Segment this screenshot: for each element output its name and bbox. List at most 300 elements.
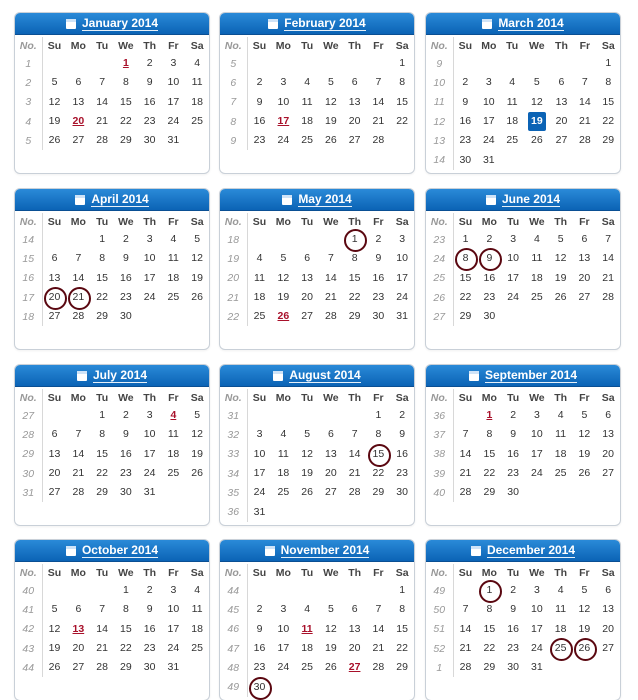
day-cell[interactable]	[66, 639, 90, 658]
day-cell[interactable]	[161, 288, 185, 307]
day-cell[interactable]	[549, 269, 573, 288]
day-cell[interactable]	[477, 269, 501, 288]
day-cell[interactable]	[453, 483, 477, 502]
day-number[interactable]: 10	[482, 95, 495, 108]
day-cell[interactable]	[271, 112, 295, 131]
day-cell[interactable]	[138, 131, 162, 150]
holiday-day[interactable]: 4	[170, 409, 177, 422]
month-title[interactable]: May 2014	[298, 191, 352, 206]
day-cell[interactable]	[185, 639, 209, 658]
day-number[interactable]: 31	[531, 661, 543, 674]
day-number[interactable]: 1	[122, 584, 129, 597]
day-number[interactable]: 24	[143, 467, 156, 480]
day-cell[interactable]	[390, 54, 414, 73]
day-cell[interactable]	[366, 288, 390, 307]
day-cell[interactable]	[42, 464, 66, 483]
day-cell[interactable]	[596, 425, 620, 444]
day-number[interactable]: 22	[396, 115, 408, 128]
day-number[interactable]: 1	[462, 233, 469, 246]
holiday-day[interactable]: 13	[72, 622, 85, 635]
day-cell[interactable]	[247, 620, 271, 639]
day-cell[interactable]	[114, 269, 138, 288]
holiday-day[interactable]: 27	[348, 661, 361, 674]
day-cell[interactable]	[366, 307, 390, 326]
day-cell[interactable]	[66, 73, 90, 92]
day-number[interactable]: 26	[48, 661, 61, 674]
day-cell[interactable]	[295, 73, 319, 92]
day-cell[interactable]	[90, 249, 114, 268]
day-cell[interactable]	[247, 445, 271, 464]
day-number[interactable]: 13	[48, 271, 61, 284]
day-number[interactable]: 18	[554, 622, 567, 635]
day-cell[interactable]	[138, 54, 162, 73]
day-number[interactable]: 4	[304, 76, 311, 89]
day-number[interactable]: 25	[506, 134, 519, 147]
day-cell[interactable]	[114, 249, 138, 268]
day-cell[interactable]	[390, 249, 414, 268]
day-number[interactable]: 12	[325, 95, 337, 108]
day-cell[interactable]	[390, 406, 414, 425]
day-number[interactable]: 19	[48, 115, 61, 128]
day-cell[interactable]	[501, 230, 525, 249]
day-cell[interactable]	[161, 112, 185, 131]
day-number[interactable]: 7	[462, 603, 469, 616]
day-cell[interactable]	[525, 600, 549, 619]
day-cell[interactable]	[572, 406, 596, 425]
circled-day[interactable]: 30	[251, 680, 267, 695]
day-number[interactable]: 9	[510, 603, 517, 616]
day-cell[interactable]	[185, 600, 209, 619]
day-number[interactable]: 28	[325, 310, 337, 323]
day-number[interactable]: 26	[578, 467, 591, 480]
day-number[interactable]: 14	[325, 271, 337, 284]
day-cell[interactable]	[114, 54, 138, 73]
day-cell[interactable]	[319, 131, 343, 150]
day-cell[interactable]	[161, 639, 185, 658]
day-cell[interactable]	[66, 600, 90, 619]
day-number[interactable]: 1	[99, 233, 106, 246]
day-number[interactable]: 20	[72, 642, 85, 655]
day-number[interactable]: 21	[372, 115, 385, 128]
day-cell[interactable]	[185, 620, 209, 639]
day-number[interactable]: 30	[396, 486, 408, 499]
day-cell[interactable]	[138, 425, 162, 444]
month-title[interactable]: August 2014	[289, 367, 361, 382]
day-cell[interactable]	[477, 620, 501, 639]
day-cell[interactable]	[477, 150, 500, 169]
day-number[interactable]: 24	[482, 134, 495, 147]
day-cell[interactable]	[161, 230, 185, 249]
day-cell[interactable]	[295, 658, 319, 677]
day-number[interactable]: 21	[459, 642, 472, 655]
day-cell[interactable]	[501, 73, 524, 92]
day-cell[interactable]	[90, 445, 114, 464]
day-number[interactable]: 21	[602, 271, 614, 284]
day-number[interactable]: 17	[167, 95, 180, 108]
day-number[interactable]: 25	[531, 291, 543, 304]
day-number[interactable]: 21	[372, 642, 385, 655]
day-cell[interactable]	[549, 445, 573, 464]
day-cell[interactable]	[597, 93, 620, 112]
day-cell[interactable]	[271, 269, 295, 288]
day-number[interactable]: 17	[531, 447, 543, 460]
day-cell[interactable]	[572, 230, 596, 249]
day-number[interactable]: 14	[372, 95, 385, 108]
day-cell[interactable]	[138, 230, 162, 249]
day-cell[interactable]	[295, 620, 319, 639]
day-cell[interactable]	[525, 445, 549, 464]
holiday-day[interactable]: 17	[277, 115, 290, 128]
day-cell[interactable]	[572, 600, 596, 619]
day-number[interactable]: 8	[99, 428, 106, 441]
day-cell[interactable]	[247, 131, 271, 150]
day-number[interactable]: 6	[75, 76, 82, 89]
day-cell[interactable]	[525, 249, 549, 268]
day-number[interactable]: 15	[96, 271, 108, 284]
day-cell[interactable]	[114, 425, 138, 444]
day-number[interactable]: 30	[143, 134, 156, 147]
day-cell[interactable]	[453, 464, 477, 483]
day-cell[interactable]	[114, 483, 138, 502]
day-number[interactable]: 28	[72, 310, 85, 323]
day-cell[interactable]	[524, 112, 550, 131]
day-number[interactable]: 28	[459, 486, 472, 499]
day-number[interactable]: 23	[143, 115, 156, 128]
day-cell[interactable]	[185, 230, 209, 249]
day-number[interactable]: 2	[146, 57, 153, 70]
day-cell[interactable]	[271, 93, 295, 112]
day-cell[interactable]	[453, 249, 477, 268]
day-number[interactable]: 3	[533, 584, 540, 597]
day-cell[interactable]	[138, 639, 162, 658]
day-number[interactable]: 6	[75, 603, 82, 616]
day-number[interactable]: 8	[99, 252, 106, 265]
day-number[interactable]: 24	[277, 134, 290, 147]
day-number[interactable]: 25	[301, 134, 313, 147]
day-cell[interactable]	[319, 600, 343, 619]
day-cell[interactable]	[550, 112, 573, 131]
day-cell[interactable]	[572, 425, 596, 444]
day-number[interactable]: 9	[146, 76, 153, 89]
day-number[interactable]: 21	[96, 642, 108, 655]
day-cell[interactable]	[247, 73, 271, 92]
day-cell[interactable]	[319, 269, 343, 288]
day-number[interactable]: 11	[531, 252, 543, 265]
day-cell[interactable]	[596, 600, 620, 619]
day-number[interactable]: 1	[99, 409, 106, 422]
day-cell[interactable]	[343, 600, 367, 619]
day-number[interactable]: 2	[122, 233, 129, 246]
day-cell[interactable]	[114, 581, 138, 600]
day-cell[interactable]	[390, 620, 414, 639]
day-cell[interactable]	[596, 230, 620, 249]
day-cell[interactable]	[550, 131, 573, 150]
day-number[interactable]: 15	[602, 95, 615, 108]
day-number[interactable]: 12	[48, 95, 61, 108]
day-number[interactable]: 17	[253, 467, 266, 480]
day-cell[interactable]	[524, 93, 550, 112]
day-cell[interactable]	[477, 445, 501, 464]
day-number[interactable]: 13	[348, 95, 361, 108]
day-number[interactable]: 8	[486, 603, 493, 616]
day-cell[interactable]	[90, 406, 114, 425]
day-number[interactable]: 18	[167, 447, 180, 460]
day-cell[interactable]	[525, 620, 549, 639]
day-number[interactable]: 11	[555, 603, 567, 616]
day-cell[interactable]	[549, 230, 573, 249]
day-number[interactable]: 29	[483, 486, 496, 499]
day-cell[interactable]	[597, 73, 620, 92]
day-number[interactable]: 14	[96, 622, 108, 635]
day-cell[interactable]	[572, 464, 596, 483]
day-number[interactable]: 28	[602, 291, 614, 304]
day-cell[interactable]	[114, 307, 138, 326]
day-cell[interactable]	[453, 131, 477, 150]
day-cell[interactable]	[390, 288, 414, 307]
day-number[interactable]: 3	[280, 603, 287, 616]
day-number[interactable]: 3	[280, 76, 287, 89]
day-number[interactable]: 4	[304, 603, 311, 616]
day-number[interactable]: 10	[167, 603, 180, 616]
day-cell[interactable]	[42, 307, 66, 326]
day-cell[interactable]	[453, 658, 477, 677]
day-cell[interactable]	[390, 658, 414, 677]
day-number[interactable]: 27	[325, 486, 337, 499]
day-number[interactable]: 2	[510, 584, 517, 597]
day-number[interactable]: 20	[48, 467, 61, 480]
day-number[interactable]: 13	[578, 252, 591, 265]
day-cell[interactable]	[114, 230, 138, 249]
day-number[interactable]: 11	[191, 603, 203, 616]
day-cell[interactable]	[549, 425, 573, 444]
day-number[interactable]: 22	[120, 115, 132, 128]
circled-day[interactable]: 21	[70, 290, 86, 305]
day-number[interactable]: 18	[253, 291, 266, 304]
day-number[interactable]: 20	[602, 447, 614, 460]
day-cell[interactable]	[366, 93, 390, 112]
day-number[interactable]: 16	[459, 115, 472, 128]
day-number[interactable]: 15	[120, 95, 132, 108]
day-cell[interactable]	[90, 600, 114, 619]
day-number[interactable]: 8	[399, 76, 406, 89]
day-number[interactable]: 26	[530, 134, 543, 147]
day-number[interactable]: 18	[191, 95, 203, 108]
day-cell[interactable]	[138, 269, 162, 288]
day-cell[interactable]	[453, 307, 477, 326]
day-number[interactable]: 23	[253, 134, 266, 147]
day-number[interactable]: 19	[325, 115, 337, 128]
day-cell[interactable]	[247, 249, 271, 268]
day-cell[interactable]	[161, 581, 185, 600]
day-cell[interactable]	[366, 483, 390, 502]
day-cell[interactable]	[90, 307, 114, 326]
day-cell[interactable]	[247, 677, 271, 696]
day-cell[interactable]	[319, 249, 343, 268]
day-number[interactable]: 25	[253, 310, 266, 323]
day-number[interactable]: 11	[555, 428, 567, 441]
day-cell[interactable]	[138, 445, 162, 464]
day-cell[interactable]	[90, 93, 114, 112]
day-cell[interactable]	[247, 600, 271, 619]
day-cell[interactable]	[247, 269, 271, 288]
day-number[interactable]: 17	[396, 271, 408, 284]
holiday-day[interactable]: 26	[277, 310, 290, 323]
day-number[interactable]: 31	[167, 661, 180, 674]
day-number[interactable]: 5	[557, 233, 564, 246]
circled-day[interactable]: 9	[481, 251, 497, 266]
day-cell[interactable]	[477, 288, 501, 307]
day-number[interactable]: 24	[507, 291, 519, 304]
day-number[interactable]: 16	[507, 622, 519, 635]
day-cell[interactable]	[42, 269, 66, 288]
day-cell[interactable]	[477, 425, 501, 444]
day-number[interactable]: 3	[399, 233, 406, 246]
day-number[interactable]: 29	[120, 134, 132, 147]
day-number[interactable]: 23	[396, 467, 408, 480]
day-cell[interactable]	[66, 131, 90, 150]
day-number[interactable]: 30	[143, 661, 156, 674]
day-number[interactable]: 7	[462, 428, 469, 441]
day-number[interactable]: 10	[531, 428, 543, 441]
day-cell[interactable]	[66, 425, 90, 444]
day-cell[interactable]	[271, 483, 295, 502]
day-number[interactable]: 19	[48, 642, 61, 655]
day-cell[interactable]	[501, 581, 525, 600]
day-number[interactable]: 24	[253, 486, 266, 499]
day-cell[interactable]	[453, 230, 477, 249]
day-cell[interactable]	[161, 249, 185, 268]
day-number[interactable]: 26	[325, 661, 337, 674]
day-number[interactable]: 25	[554, 467, 567, 480]
day-number[interactable]: 5	[581, 409, 588, 422]
day-cell[interactable]	[572, 620, 596, 639]
day-cell[interactable]	[271, 658, 295, 677]
day-cell[interactable]	[453, 445, 477, 464]
day-cell[interactable]	[247, 502, 271, 521]
day-number[interactable]: 4	[557, 584, 564, 597]
day-number[interactable]: 6	[327, 428, 334, 441]
day-cell[interactable]	[573, 112, 596, 131]
day-cell[interactable]	[572, 288, 596, 307]
day-number[interactable]: 6	[351, 603, 358, 616]
day-cell[interactable]	[366, 445, 390, 464]
day-cell[interactable]	[366, 406, 390, 425]
day-number[interactable]: 2	[146, 584, 153, 597]
holiday-day[interactable]: 20	[72, 115, 85, 128]
day-number[interactable]: 15	[348, 271, 361, 284]
day-number[interactable]: 28	[348, 486, 361, 499]
day-number[interactable]: 22	[348, 291, 361, 304]
day-number[interactable]: 23	[120, 291, 132, 304]
day-cell[interactable]	[42, 639, 66, 658]
day-cell[interactable]	[501, 288, 525, 307]
day-number[interactable]: 8	[351, 252, 358, 265]
day-number[interactable]: 17	[143, 271, 156, 284]
day-cell[interactable]	[90, 639, 114, 658]
day-number[interactable]: 13	[348, 622, 361, 635]
day-number[interactable]: 21	[348, 467, 361, 480]
day-cell[interactable]	[114, 600, 138, 619]
day-cell[interactable]	[42, 425, 66, 444]
day-number[interactable]: 30	[483, 310, 496, 323]
day-number[interactable]: 5	[327, 603, 334, 616]
day-cell[interactable]	[161, 425, 185, 444]
day-cell[interactable]	[477, 131, 500, 150]
day-number[interactable]: 6	[51, 252, 58, 265]
day-number[interactable]: 14	[459, 622, 472, 635]
day-cell[interactable]	[271, 600, 295, 619]
day-cell[interactable]	[138, 620, 162, 639]
day-number[interactable]: 27	[602, 467, 614, 480]
day-cell[interactable]	[271, 307, 295, 326]
day-number[interactable]: 1	[399, 584, 406, 597]
day-cell[interactable]	[501, 93, 524, 112]
day-cell[interactable]	[453, 600, 477, 619]
day-number[interactable]: 14	[372, 622, 385, 635]
day-cell[interactable]	[42, 131, 66, 150]
day-number[interactable]: 9	[122, 428, 129, 441]
day-cell[interactable]	[572, 581, 596, 600]
day-number[interactable]: 11	[301, 95, 313, 108]
day-number[interactable]: 27	[48, 310, 61, 323]
day-number[interactable]: 5	[194, 409, 201, 422]
day-cell[interactable]	[343, 425, 367, 444]
day-cell[interactable]	[138, 73, 162, 92]
day-number[interactable]: 4	[194, 584, 201, 597]
day-cell[interactable]	[501, 249, 525, 268]
day-number[interactable]: 20	[348, 642, 361, 655]
day-cell[interactable]	[343, 112, 367, 131]
day-cell[interactable]	[185, 288, 209, 307]
day-number[interactable]: 18	[531, 271, 543, 284]
day-number[interactable]: 30	[507, 486, 519, 499]
day-number[interactable]: 29	[396, 661, 408, 674]
day-number[interactable]: 5	[280, 252, 287, 265]
day-number[interactable]: 29	[96, 310, 108, 323]
day-number[interactable]: 25	[301, 661, 313, 674]
day-cell[interactable]	[572, 445, 596, 464]
day-cell[interactable]	[90, 230, 114, 249]
day-number[interactable]: 18	[301, 115, 313, 128]
day-number[interactable]: 13	[301, 271, 313, 284]
day-cell[interactable]	[295, 639, 319, 658]
day-cell[interactable]	[138, 658, 162, 677]
day-number[interactable]: 22	[120, 642, 132, 655]
day-number[interactable]: 10	[143, 252, 156, 265]
day-number[interactable]: 3	[510, 233, 517, 246]
day-cell[interactable]	[66, 249, 90, 268]
day-cell[interactable]	[90, 288, 114, 307]
day-cell[interactable]	[572, 249, 596, 268]
month-title[interactable]: February 2014	[284, 15, 366, 30]
day-cell[interactable]	[477, 406, 501, 425]
day-number[interactable]: 25	[167, 291, 180, 304]
day-cell[interactable]	[90, 269, 114, 288]
day-number[interactable]: 20	[301, 291, 313, 304]
day-number[interactable]: 10	[396, 252, 408, 265]
day-cell[interactable]	[185, 249, 209, 268]
day-number[interactable]: 3	[146, 233, 153, 246]
day-cell[interactable]	[185, 406, 209, 425]
day-cell[interactable]	[271, 131, 295, 150]
day-cell[interactable]	[90, 658, 114, 677]
day-cell[interactable]	[319, 307, 343, 326]
day-number[interactable]: 9	[146, 603, 153, 616]
day-number[interactable]: 11	[167, 252, 179, 265]
day-cell[interactable]	[390, 307, 414, 326]
day-cell[interactable]	[271, 425, 295, 444]
circled-day[interactable]: 1	[481, 583, 497, 598]
